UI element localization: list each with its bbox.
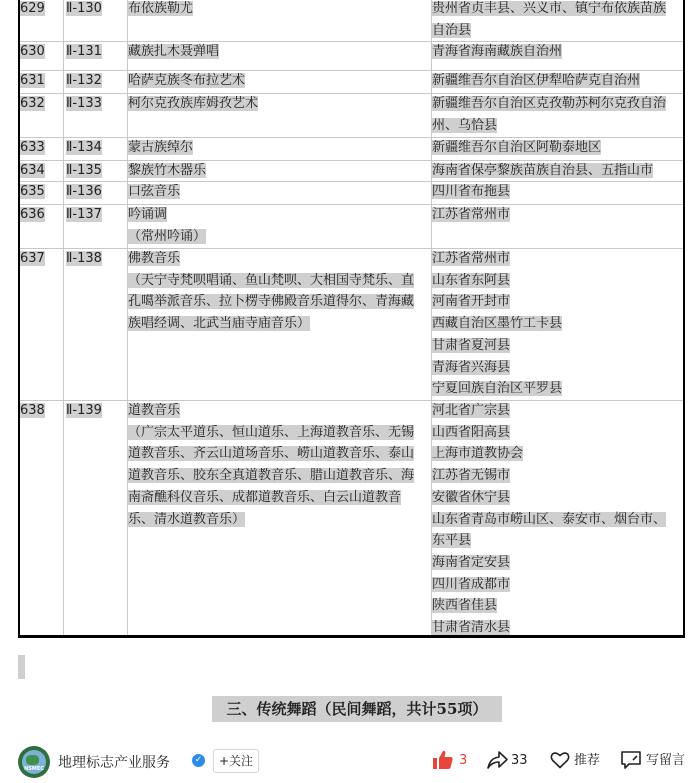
region-text-cell	[432, 20, 471, 42]
item-name: 佛教音乐	[128, 251, 181, 266]
region-text: 东平县	[432, 533, 472, 549]
region-text-cell	[432, 552, 510, 574]
row-number-cell	[20, 0, 45, 20]
region-text: 海南省定安县	[432, 554, 511, 570]
region-text-cell	[432, 422, 510, 444]
item-name-cell	[128, 0, 193, 20]
item-name-cell	[128, 422, 414, 444]
row-separator	[18, 204, 685, 205]
row-number-cell	[20, 137, 45, 159]
row-number-cell	[20, 41, 45, 63]
item-name-cell	[128, 41, 219, 63]
item-code-cell	[66, 70, 102, 92]
row-number-cell	[20, 248, 45, 270]
region-text-cell	[432, 378, 562, 400]
row-number: 633	[20, 140, 45, 155]
item-name-cell	[128, 248, 180, 270]
recommend-label: 推荐	[574, 753, 601, 768]
item-name-cell	[128, 137, 193, 159]
highlight-mark	[18, 655, 25, 679]
item-code: Ⅱ-137	[66, 207, 102, 222]
item-code: Ⅱ-139	[66, 403, 102, 418]
region-text-cell	[432, 70, 640, 92]
region-text: 江苏省常州市	[432, 207, 511, 222]
share-count: 33	[511, 753, 528, 768]
region-text: 四川省成都市	[432, 576, 511, 592]
item-name: 道教音乐、齐云山道场音乐、崂山道教音乐、泰山	[128, 446, 415, 462]
region-text-cell	[432, 357, 510, 379]
item-code-cell	[66, 204, 102, 226]
region-text-cell	[432, 0, 666, 20]
item-name-cell	[128, 313, 310, 335]
region-text: 江苏省常州市	[432, 251, 511, 266]
row-number: 632	[20, 96, 45, 111]
item-name-cell	[128, 465, 414, 487]
region-text: 新疆维吾尔自治区克孜勒苏柯尔克孜自治	[432, 96, 667, 111]
account-avatar[interactable]	[18, 746, 50, 778]
region-text: 河北省广宗县	[432, 403, 511, 418]
region-text: 陕西省佳县	[432, 598, 498, 614]
row-number: 638	[20, 403, 45, 418]
item-code-cell	[66, 41, 102, 63]
item-code: Ⅱ-138	[66, 251, 102, 266]
item-name: （广宗太平道乐、恒山道乐、上海道教音乐、无锡	[128, 424, 415, 440]
region-text-cell	[432, 595, 497, 617]
row-number: 637	[20, 251, 45, 266]
column-divider	[63, 0, 64, 637]
row-number-cell	[20, 160, 45, 182]
region-text-cell	[432, 443, 523, 465]
item-name: 乐、清水道教音乐）	[128, 511, 246, 527]
row-number-cell	[20, 70, 45, 92]
item-name: 蒙古族绰尔	[128, 140, 194, 155]
item-code: Ⅱ-131	[66, 44, 102, 59]
item-name: 孔噶举派音乐、拉卜楞寺佛殿音乐道得尔、青海藏	[128, 294, 415, 310]
like-count: 3	[459, 753, 468, 768]
region-text: 青海省兴海县	[432, 359, 511, 375]
item-name-cell	[128, 204, 167, 226]
region-text: 青海省海南藏族自治州	[432, 44, 563, 59]
row-number-cell	[20, 204, 45, 226]
region-text-cell	[432, 530, 471, 552]
region-text-cell	[432, 335, 510, 357]
item-code: Ⅱ-135	[66, 163, 102, 178]
item-code-cell	[66, 248, 102, 270]
region-text: 自治县	[432, 22, 472, 38]
region-text: 河南省开封市	[432, 294, 511, 310]
item-name-cell	[128, 487, 401, 509]
item-name-cell	[128, 93, 258, 115]
thumbs-up-icon	[432, 750, 454, 770]
account-name[interactable]: 地理标志产业服务	[58, 755, 170, 771]
row-number-cell	[20, 181, 45, 203]
region-text: 山西省阳高县	[432, 424, 511, 440]
item-code-cell	[66, 160, 102, 182]
item-code-cell	[66, 181, 102, 203]
item-name: （天宁寺梵呗唱诵、鱼山梵呗、大相国寺梵乐、直	[128, 272, 415, 288]
region-text: 上海市道教协会	[432, 446, 524, 462]
footer-bar	[0, 740, 700, 783]
item-code: Ⅱ-136	[66, 184, 102, 199]
region-text: 州、乌恰县	[432, 117, 498, 133]
item-code: Ⅱ-132	[66, 73, 102, 88]
item-name-cell	[128, 160, 206, 182]
land-shape	[26, 755, 39, 765]
row-number: 635	[20, 184, 45, 199]
item-name: （常州吟诵）	[128, 228, 207, 244]
follow-button[interactable]: +关注	[213, 749, 259, 773]
region-text: 宁夏回族自治区平罗县	[432, 381, 563, 397]
item-name: 哈萨克族冬布拉艺术	[128, 73, 246, 88]
avatar-text: NSMEC	[24, 766, 44, 772]
region-text: 四川省布拖县	[432, 184, 511, 199]
region-text-cell	[432, 93, 666, 115]
row-number: 630	[20, 44, 45, 59]
item-code-cell	[66, 400, 102, 422]
row-separator	[18, 41, 685, 42]
region-text-cell	[432, 41, 562, 63]
region-text: 海南省保亭黎族苗族自治县、五指山市	[432, 163, 654, 178]
item-name: 道教音乐	[128, 403, 181, 418]
item-name-cell	[128, 509, 245, 531]
region-text-cell	[432, 160, 653, 182]
region-text-cell	[432, 137, 601, 159]
region-text-cell	[432, 617, 510, 639]
comment-label: 写留言	[646, 753, 686, 768]
region-text: 安徽省休宁县	[432, 489, 511, 505]
region-text: 甘肃省夏河县	[432, 337, 511, 353]
item-name: 南斋醮科仪音乐、成都道教音乐、白云山道教音	[128, 489, 402, 505]
region-text-cell	[432, 291, 510, 313]
item-code-cell	[66, 137, 102, 159]
item-name: 道教音乐、胶东全真道教音乐、腊山道教音乐、海	[128, 468, 415, 484]
item-name-cell	[128, 270, 414, 292]
item-name: 藏族扎木聂弹唱	[128, 44, 220, 59]
section-title: 三、传统舞蹈（民间舞蹈，共计55项）	[212, 696, 502, 722]
row-number: 634	[20, 163, 45, 178]
item-name: 柯尔克孜族库姆孜艺术	[128, 96, 259, 111]
region-text: 江苏省无锡市	[432, 468, 511, 484]
region-text-cell	[432, 574, 510, 596]
row-separator	[18, 181, 685, 182]
item-code: Ⅱ-130	[66, 1, 102, 16]
item-code-cell	[66, 93, 102, 115]
region-text-cell	[432, 248, 510, 270]
region-text: 贵州省贞丰县、兴义市、镇宁布依族苗族	[432, 1, 667, 16]
region-text-cell	[432, 400, 510, 422]
item-name-cell	[128, 181, 180, 203]
region-text: 西藏自治区墨竹工卡县	[432, 316, 563, 332]
item-name: 口弦音乐	[128, 184, 181, 199]
item-name: 黎族竹木器乐	[128, 163, 207, 178]
region-text: 新疆维吾尔自治区伊犁哈萨克自治州	[432, 73, 641, 88]
item-name-cell	[128, 400, 180, 422]
region-text-cell	[432, 509, 666, 531]
item-name: 族唱经调、北武当庙寺庙音乐）	[128, 316, 311, 332]
region-text-cell	[432, 204, 510, 226]
region-text-cell	[432, 270, 510, 292]
item-name-cell	[128, 291, 414, 313]
row-number-cell	[20, 93, 45, 115]
item-code-cell	[66, 0, 102, 20]
region-text-cell	[432, 487, 510, 509]
region-text: 甘肃省清水县	[432, 620, 511, 635]
row-number: 631	[20, 73, 45, 88]
row-separator	[18, 248, 685, 249]
item-name-cell	[128, 443, 414, 465]
verified-icon: ✓	[192, 754, 205, 767]
region-text: 山东省东阿县	[432, 272, 511, 288]
region-text-cell	[432, 465, 510, 487]
item-name-cell	[128, 226, 206, 248]
comment-icon	[620, 750, 642, 770]
item-name: 布依族勒尤	[128, 1, 194, 16]
region-text-cell	[432, 181, 510, 203]
row-number: 629	[20, 1, 45, 16]
row-number-cell	[20, 400, 45, 422]
region-text-cell	[432, 313, 562, 335]
row-separator	[18, 400, 685, 401]
item-code: Ⅱ-134	[66, 140, 102, 155]
heart-icon	[550, 750, 570, 770]
region-text: 新疆维吾尔自治区阿勒泰地区	[432, 140, 602, 155]
item-name: 吟诵调	[128, 207, 168, 222]
share-icon	[486, 750, 508, 770]
row-number: 636	[20, 207, 45, 222]
item-code: Ⅱ-133	[66, 96, 102, 111]
region-text-cell	[432, 115, 497, 137]
region-text: 山东省青岛市崂山区、泰安市、烟台市、	[432, 511, 667, 527]
item-name-cell	[128, 70, 245, 92]
